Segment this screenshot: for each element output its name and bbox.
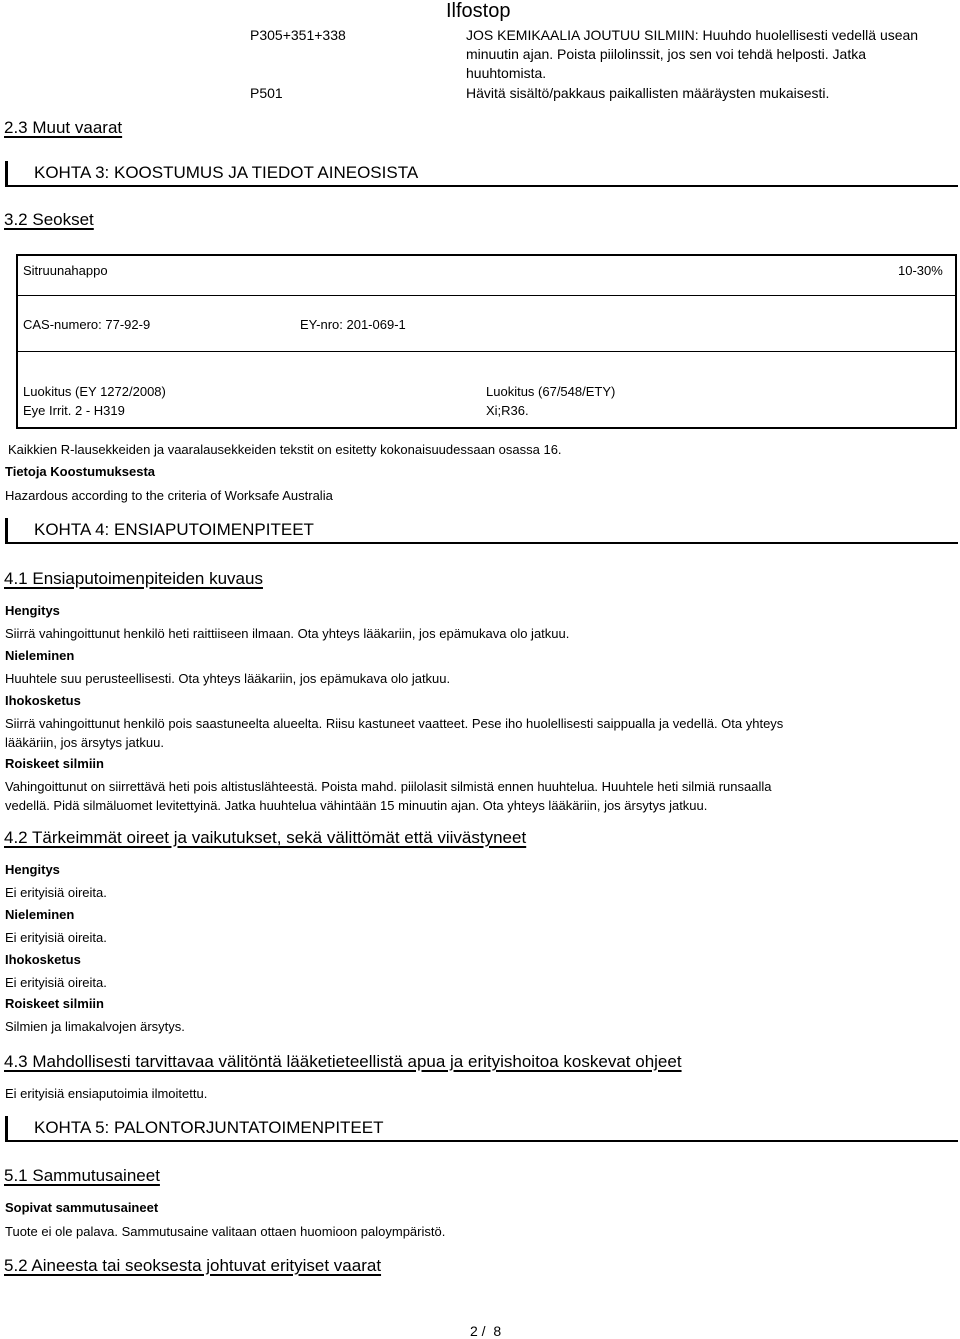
section-header-3 — [5, 161, 958, 187]
first-aid-heading: Ihokosketus — [5, 693, 81, 708]
composition-info-text: Hazardous according to the criteria of Worksafe Australia — [5, 488, 333, 503]
section-header-4 — [5, 518, 958, 544]
first-aid-text: lääkäriin, jos ärsytys jatkuu. — [5, 735, 164, 750]
subsection-heading-2-3: 2.3 Muut vaarat — [4, 118, 123, 137]
section-title: KOHTA 3: KOOSTUMUS JA TIEDOT AINEOSISTA — [34, 163, 419, 182]
divider — [16, 295, 956, 296]
document-title: Ilfostop — [446, 0, 511, 22]
subsection-heading-3-2: 3.2 Seokset — [4, 210, 94, 229]
subsection-heading-5-2: 5.2 Aineesta tai seoksesta johtuvat erityiset vaarat — [4, 1256, 382, 1275]
statement-code: P501 — [250, 85, 283, 101]
extinguishing-media-heading: Sopivat sammutusaineet — [5, 1200, 159, 1215]
first-aid-heading: Roiskeet silmiin — [5, 756, 104, 771]
section-header-5 — [5, 1116, 958, 1142]
section-title: KOHTA 4: ENSIAPUTOIMENPITEET — [34, 520, 314, 539]
section-title: KOHTA 5: PALONTORJUNTATOIMENPITEET — [34, 1118, 384, 1137]
substance-concentration: 10-30% — [898, 263, 943, 278]
classification-dsd-value: Xi;R36. — [486, 403, 529, 418]
statement-text: JOS KEMIKAALIA JOUTUU SILMIIN: Huuhdo huolellisesti vedellä usean minuutin ajan. Poista piilolinssit, jos sen voi tehdä helposti. Jatka huuhtomista. — [466, 27, 919, 81]
symptom-heading: Hengitys — [5, 862, 60, 877]
first-aid-text: vedellä. Pidä silmäluomet levitettyinä. Jatka huuhtelua vähintään 15 minuutin ajan. Ota yhteys lääkäriin, jos ärsytys jatkuu. — [5, 798, 708, 813]
composition-info-heading: Tietoja Koostumuksesta — [5, 464, 156, 479]
classification-clp-heading: Luokitus (EY 1272/2008) — [23, 384, 166, 399]
symptom-text: Ei erityisiä oireita. — [5, 975, 107, 990]
symptom-text: Silmien ja limakalvojen ärsytys. — [5, 1019, 185, 1034]
divider — [16, 351, 956, 352]
first-aid-heading: Nieleminen — [5, 648, 75, 663]
symptom-text: Ei erityisiä oireita. — [5, 930, 107, 945]
symptom-heading: Ihokosketus — [5, 952, 81, 967]
classification-dsd-heading: Luokitus (67/548/ETY) — [486, 384, 616, 399]
first-aid-heading: Hengitys — [5, 603, 60, 618]
subsection-heading-4-2: 4.2 Tärkeimmät oireet ja vaikutukset, sekä välittömät että viivästyneet — [4, 828, 527, 847]
subsection-heading-4-1: 4.1 Ensiaputoimenpiteiden kuvaus — [4, 569, 263, 588]
subsection-4-3-text: Ei erityisiä ensiaputoimia ilmoitettu. — [5, 1086, 208, 1101]
statement-code: P305+351+338 — [250, 27, 346, 43]
symptom-heading: Roiskeet silmiin — [5, 996, 104, 1011]
first-aid-text: Huuhtele suu perusteellisesti. Ota yhteys lääkariin, jos epämukava olo jatkuu. — [5, 671, 451, 686]
symptom-text: Ei erityisiä oireita. — [5, 885, 107, 900]
r-phrase-note: Kaikkien R-lausekkeiden ja vaaralausekkeiden tekstit on esitetty kokonaisuudessaan osassa 16. — [8, 442, 562, 457]
page-number: 2 / 8 — [470, 1323, 502, 1339]
extinguishing-media-text: Tuote ei ole palava. Sammutusaine valitaan ottaen huomioon paloympäristö. — [5, 1224, 446, 1239]
substance-name: Sitruunahappo — [23, 263, 108, 278]
first-aid-text: Siirrä vahingoittunut henkilö heti raittiiseen ilmaan. Ota yhteys lääkariin, jos epämukava olo jatkuu. — [5, 626, 570, 641]
subsection-heading-5-1: 5.1 Sammutusaineet — [4, 1166, 160, 1185]
statement-text: Hävitä sisältö/pakkaus paikallisten määräysten mukaisesti. — [466, 85, 830, 101]
symptom-heading: Nieleminen — [5, 907, 75, 922]
subsection-heading-4-3: 4.3 Mahdollisesti tarvittavaa välitöntä lääketieteellistä apua ja erityishoitoa koskevat ohjeet — [4, 1052, 682, 1071]
ec-number: EY-nro: 201-069-1 — [300, 317, 406, 332]
classification-clp-value: Eye Irrit. 2 - H319 — [23, 403, 125, 418]
first-aid-text: Siirrä vahingoittunut henkilö pois saastuneelta alueelta. Riisu kastuneet vaatteet. Pese iho huolellisesti saippualla ja vedellä. Ota yhteys — [5, 716, 784, 731]
cas-number: CAS-numero: 77-92-9 — [23, 317, 151, 332]
first-aid-text: Vahingoittunut on siirrettävä heti pois altistuslähteestä. Poista mahd. piilolasit silmistä ennen huuhtelua. Huuhtele heti silmiä runsaalla — [5, 779, 772, 794]
